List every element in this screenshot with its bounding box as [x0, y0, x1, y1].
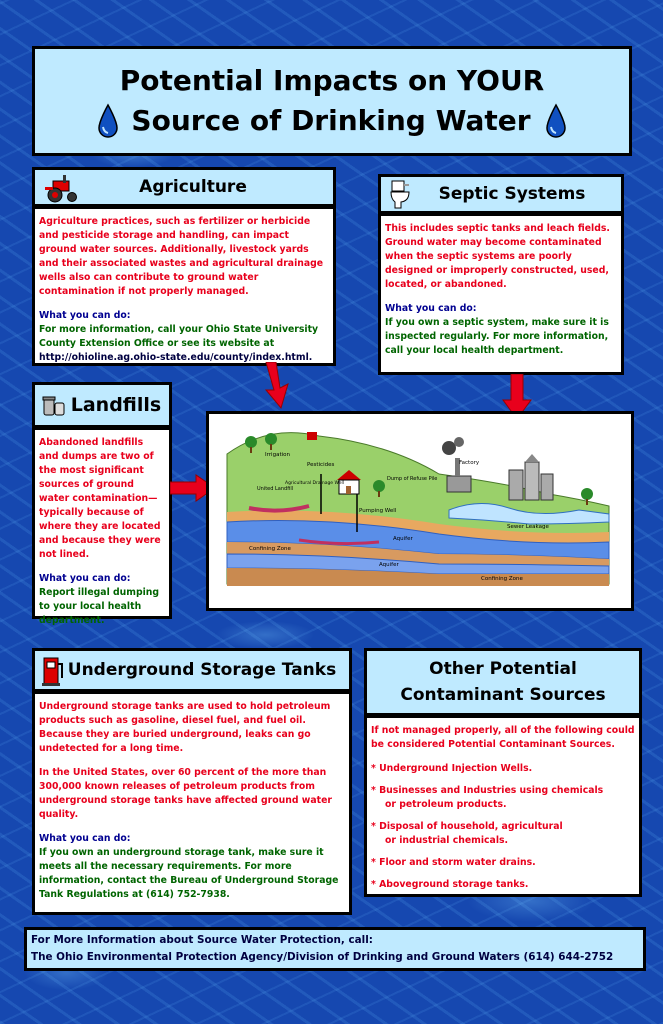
agriculture-url[interactable]: http://ohioline.ag.ohio-state.edu/county/index.html. [39, 352, 313, 363]
ust-heading [32, 648, 352, 692]
label-confining-1: Confining Zone [249, 546, 291, 552]
trash-can-icon [41, 393, 67, 419]
tractor-icon [43, 173, 81, 203]
agriculture-text [32, 206, 336, 366]
label-pumping-well: Pumping Well [359, 508, 397, 514]
title-line-2-text: Source of Drinking Water [131, 104, 531, 137]
septic-text [378, 213, 624, 375]
label-aquifer-1: Aquifer [393, 536, 413, 542]
agriculture-body: Agriculture practices, such as fertilizer or herbicide and pesticide storage and handling, can impact ground water sources. Additionally, livestock yards and their associated wastes and agricultural drainage wells also can contribute to ground water contamination if not properly managed. [39, 216, 324, 297]
ust-action: If you own an underground storage tank, make sure it meets all the necessary requirements. For more information, contact the Bureau of Underground Storage Tank Regulations at (614) 752-7938. [39, 847, 339, 900]
label-sewer: Sewer Leakage [507, 524, 549, 530]
label-dump: Dump of Refuse Pile [387, 476, 438, 482]
ust-p2: In the United States, over 60 percent of the more than 300,000 known releases of petroleum products from underground storage tanks have affected ground water quality. [39, 767, 332, 820]
septic-body: This includes septic tanks and leach fields. Ground water may become contaminated when the septic systems are poorly designed or improperly constructed, used, located, or abandoned. [385, 223, 610, 290]
footer-line-1: For More Information about Source Water Protection, call: [31, 934, 373, 946]
septic-action-label: What you can do: [385, 303, 477, 314]
toilet-icon [389, 179, 413, 211]
label-drainage-well: Agricultural Drainage Well [285, 481, 344, 486]
other-heading-line-2: Contaminant Sources [400, 685, 606, 705]
water-drop-icon [97, 103, 119, 139]
other-intro: If not managed properly, all of the following could be considered Potential Contaminant Sources. [371, 725, 635, 750]
list-item: or petroleum products. [385, 799, 507, 810]
landfills-action-label: What you can do: [39, 573, 131, 584]
label-pesticides: Pesticides [307, 462, 335, 468]
water-drop-icon [545, 103, 567, 139]
agriculture-action: For more information, call your Ohio State University County Extension Office or see its website at [39, 324, 319, 349]
other-heading-line-1: Other Potential [429, 659, 577, 679]
list-item: * Aboveground storage tanks. [371, 879, 529, 890]
list-item: or industrial chemicals. [385, 835, 509, 846]
landfills-action: Report illegal dumping to your local health department. [39, 587, 160, 626]
list-item: * Underground Injection Wells. [371, 763, 533, 774]
list-item: * Floor and storm water drains. [371, 857, 536, 868]
ust-heading-text: Underground Storage Tanks [67, 660, 337, 680]
landfills-heading [32, 382, 172, 428]
agriculture-heading [32, 167, 336, 207]
other-text [364, 715, 642, 897]
groundwater-diagram-art [209, 414, 631, 608]
landfills-text [32, 427, 172, 626]
landfills-heading-text: Landfills [70, 394, 162, 416]
agriculture-action-label: What you can do: [39, 310, 131, 321]
label-irrigation: Irrigation [265, 452, 290, 458]
groundwater-diagram [206, 411, 634, 611]
footer-banner [24, 927, 646, 971]
label-confining-2: Confining Zone [481, 576, 523, 582]
septic-heading [378, 174, 624, 214]
ust-p1: Underground storage tanks are used to hold petroleum products such as gasoline, diesel fuel, and fuel oil. Because they are buried underground, leaks can go undetected for a long time. [39, 701, 331, 754]
agriculture-heading-text: Agriculture [139, 177, 247, 197]
septic-heading-text: Septic Systems [438, 184, 586, 204]
fuel-pump-icon [41, 654, 65, 688]
landfills-body: Abandoned landfills and dumps are two of the most significant sources of ground water contamination—typically because of where they are located and because they were not lined. [39, 437, 161, 560]
label-united-landfill: United Landfill [257, 486, 294, 492]
title-line-1: Potential Impacts on YOUR [119, 64, 545, 97]
footer-line-2: The Ohio Environmental Protection Agency/Division of Drinking and Ground Waters (614) 644-2752 [31, 951, 614, 963]
label-aquifer-2: Aquifer [379, 562, 399, 568]
list-item: * Businesses and Industries using chemicals [371, 785, 604, 796]
arrow-agriculture-to-diagram [262, 362, 290, 410]
other-heading [364, 648, 642, 716]
ust-action-label: What you can do: [39, 833, 131, 844]
title-banner [32, 46, 632, 156]
list-item: * Disposal of household, agricultural [371, 821, 563, 832]
septic-action: If you own a septic system, make sure it is inspected regularly. For more information, call your local health department. [385, 317, 609, 356]
ust-text [32, 691, 352, 915]
title-line-2 [97, 101, 566, 141]
label-factory: Factory [459, 460, 480, 466]
